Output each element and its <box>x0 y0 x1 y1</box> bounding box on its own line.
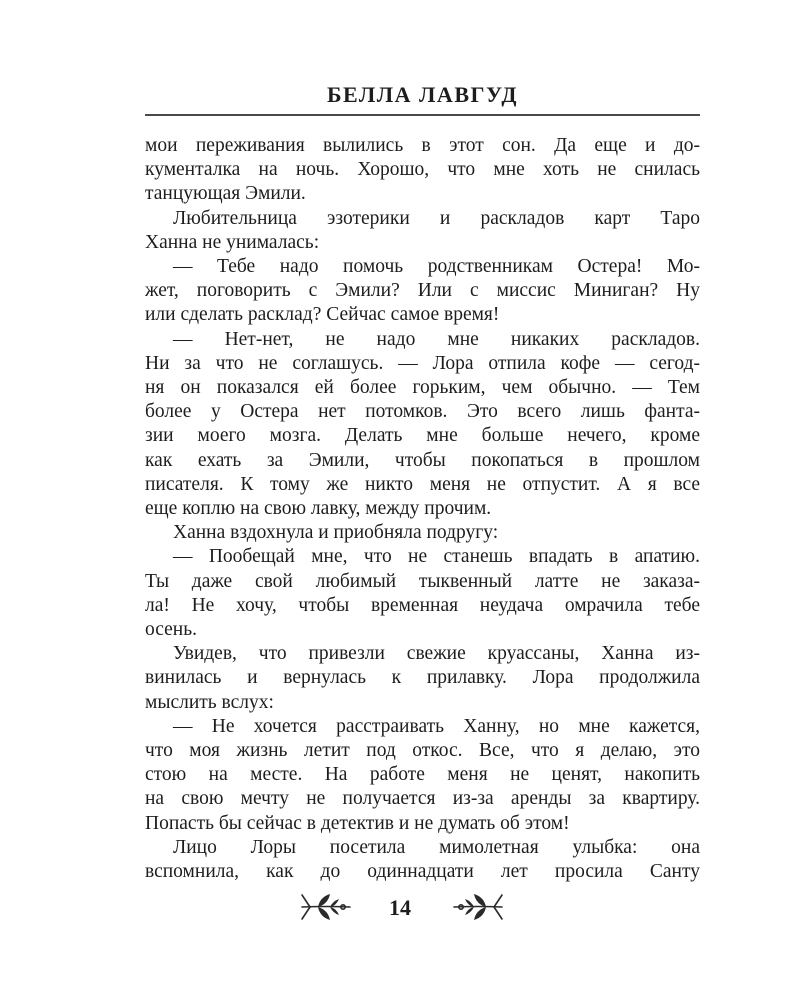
text-line: мыслить вслух: <box>145 691 274 713</box>
text-line: на свою мечту не получается из-за аренды за квартиру. <box>145 788 700 810</box>
page-body-text <box>145 134 700 884</box>
text-line: винилась и вернулась к прилавку. Лора продолжила <box>145 667 700 689</box>
text-line: мои переживания вылились в этот сон. Да еще и до- <box>145 135 700 156</box>
text-line: — Тебе надо помочь родственникам Остера! Мо- <box>173 256 700 278</box>
text-line: Ханна не унималась: <box>145 231 320 253</box>
text-line: Попасть бы сейчас в детектив и не думать об этом! <box>145 812 570 834</box>
text-line: Ханна вздохнула и приобняла подругу: <box>173 522 499 544</box>
running-header: БЕЛЛА ЛАВГУД <box>326 82 519 107</box>
text-line: что моя жизнь летит под откос. Все, что я делаю, это <box>145 740 700 762</box>
text-line: вспомнила, как до одиннадцати лет просила Санту <box>145 861 700 883</box>
text-line: осень. <box>145 619 197 641</box>
text-line: танцующая Эмили. <box>145 183 306 205</box>
text-line: — Не хочется расстраивать Ханну, но мне кажется, <box>173 715 700 737</box>
text-line: как ехать за Эмили, чтобы покопаться в прошлом <box>145 449 700 471</box>
header-rule <box>145 114 700 116</box>
text-line: жет, поговорить с Эмили? Или с миссис Миниган? Ну <box>145 280 700 302</box>
leaf-ornament-left-icon <box>300 892 352 922</box>
text-line: Увидев, что привезли свежие круассаны, Ханна из- <box>173 643 700 665</box>
leaf-ornament-right-icon <box>452 892 504 922</box>
text-line: более у Остера нет потомков. Это всего лишь фанта- <box>145 401 700 423</box>
text-line: — Пообещай мне, что не станешь впадать в апатию. <box>173 546 700 568</box>
text-line: или сделать расклад? Сейчас самое время! <box>145 304 500 326</box>
text-line: ня он показался ей более горьким, чем обычно. — Тем <box>145 377 700 399</box>
text-line: Любительница эзотерики и раскладов карт Таро <box>173 207 700 229</box>
text-line: Ни за что не соглашусь. — Лора отпила кофе — сегод- <box>145 352 700 374</box>
page-footer <box>0 890 800 930</box>
text-line: ла! Не хочу, чтобы временная неудача омрачила тебе <box>145 594 700 616</box>
text-line: писателя. К тому же никто меня не отпустит. А я все <box>145 473 700 495</box>
text-line: еще коплю на свою лавку, между прочим. <box>145 498 492 520</box>
text-line: стою на месте. На работе меня не ценят, накопить <box>145 764 700 786</box>
text-line: Лицо Лоры посетила мимолетная улыбка: она <box>173 836 700 858</box>
text-line: кументалка на ночь. Хорошо, что мне хоть не снилась <box>145 159 700 181</box>
page-number: 14 <box>389 895 411 920</box>
text-line: — Нет-нет, не надо мне никаких раскладов. <box>173 328 700 350</box>
text-line: зии моего мозга. Делать мне больше нечего, кроме <box>145 425 700 447</box>
text-line: Ты даже свой любимый тыквенный латте не заказа- <box>145 570 700 592</box>
